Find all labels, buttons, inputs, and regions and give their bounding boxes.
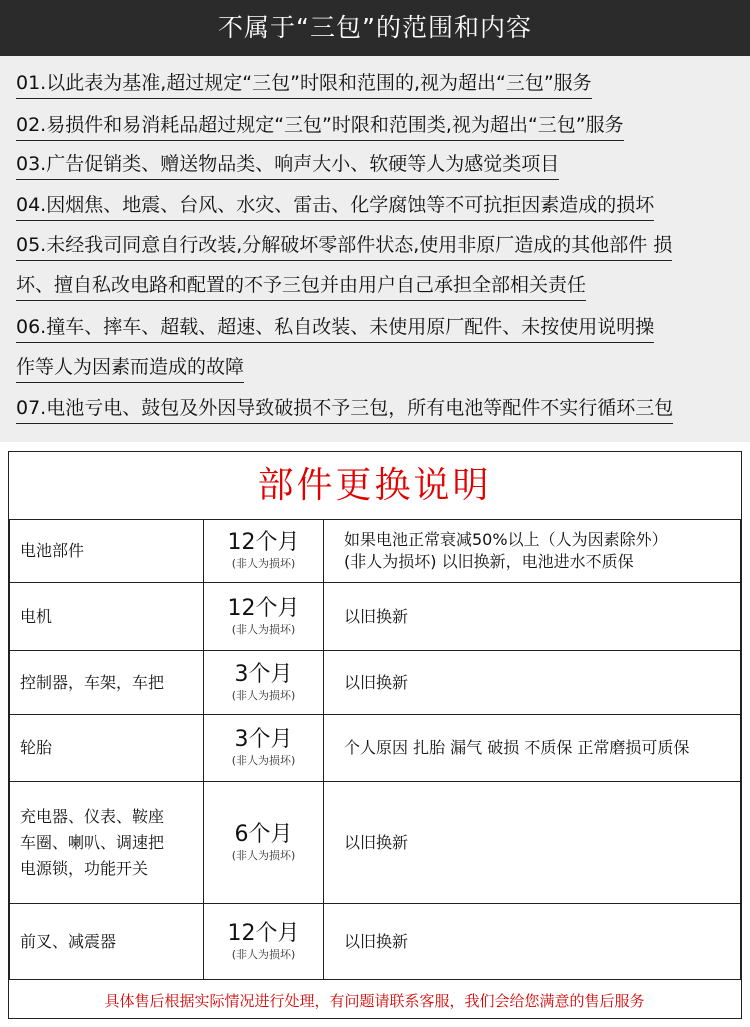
exclusion-line: 02.易损件和易消耗品超过规定“三包”时限和范围类,视为超出“三包”服务 [16, 112, 624, 141]
period-value: 3个月 [234, 727, 293, 752]
part-description: 以旧换新 [324, 583, 741, 651]
exclusion-line: 03.广告促销类、赠送物品类、响声大小、软硬等人为感觉类项目 [16, 151, 559, 180]
warranty-period [204, 782, 324, 904]
description-line: 如果电池正常衰减50%以上（人为因素除外） [344, 530, 668, 549]
card-title: 部件更换说明 [257, 465, 492, 506]
exclusion-line: 01.以此表为基准,超过规定“三包”时限和范围的,视为超出“三包”服务 [16, 70, 592, 99]
exclusion-line: 04.因烟焦、地震、台风、水灾、雷击、化学腐蚀等不可抗拒因素造成的损坏 [16, 192, 654, 221]
part-description: 以旧换新 [324, 651, 741, 715]
description-line: (非人为损坏) 以旧换新，电池进水不质保 [344, 552, 634, 571]
table-row [10, 715, 741, 782]
period-note: (非人为损坏) [231, 947, 296, 961]
part-description [324, 520, 741, 583]
warranty-period [204, 715, 324, 782]
part-name-line: 电源锁，功能开关 [20, 858, 149, 878]
period-note: (非人为损坏) [231, 848, 296, 862]
table-row [10, 520, 741, 583]
period-value: 12个月 [227, 530, 300, 555]
part-name-line: 车圈、喇叭、调速把 [20, 832, 165, 852]
parts-replacement-card [8, 451, 742, 1019]
part-description: 以旧换新 [324, 904, 741, 980]
warranty-period [204, 651, 324, 715]
period-note: (非人为损坏) [231, 557, 296, 570]
exclusion-line: 07.电池亏电、鼓包及外因导致破损不予三包，所有电池等配件不实行循环三包 [16, 395, 673, 424]
warranty-period [204, 520, 324, 583]
table-row [10, 904, 741, 980]
table-row [10, 583, 741, 651]
parts-table [9, 519, 741, 980]
part-name: 控制器，车架，车把 [10, 651, 204, 715]
period-value: 3个月 [234, 661, 293, 687]
exclusions-panel [0, 0, 750, 442]
exclusion-line: 06.撞车、摔车、超载、超速、私自改装、未使用原厂配件、未按使用说明操 [16, 314, 654, 343]
period-value: 12个月 [227, 920, 300, 946]
period-note: (非人为损坏) [231, 754, 296, 767]
table-row [10, 651, 741, 715]
period-value: 6个月 [234, 821, 293, 847]
exclusion-line: 作等人为因素而造成的故障 [16, 354, 244, 383]
part-name: 轮胎 [10, 715, 204, 782]
after-sales-footer: 具体售后根据实际情况进行处理，有问题请联系客服，我们会给您满意的售后服务 [104, 992, 645, 1010]
part-description: 以旧换新 [324, 782, 741, 904]
exclusions-title: 不属于“三包”的范围和内容 [0, 0, 750, 56]
part-name-line: 充电器、仪表、鞍座 [20, 806, 165, 826]
part-name [10, 782, 204, 904]
exclusion-line: 05.未经我司同意自行改装,分解破坏零部件状态,使用非原厂造成的其他部件 损 [16, 232, 672, 261]
period-note: (非人为损坏) [231, 622, 296, 636]
part-name: 电机 [10, 583, 204, 651]
warranty-period [204, 583, 324, 651]
period-note: (非人为损坏) [231, 688, 296, 702]
warranty-period [204, 904, 324, 980]
part-description: 个人原因 扎胎 漏气 破损 不质保 正常磨损可质保 [324, 715, 741, 782]
exclusion-line: 坏、擅自私改电路和配置的不予三包并由用户自己承担全部相关责任 [16, 272, 586, 301]
period-value: 12个月 [227, 595, 300, 621]
part-name: 电池部件 [10, 520, 204, 583]
table-row [10, 782, 741, 904]
part-name: 前叉、减震器 [10, 904, 204, 980]
